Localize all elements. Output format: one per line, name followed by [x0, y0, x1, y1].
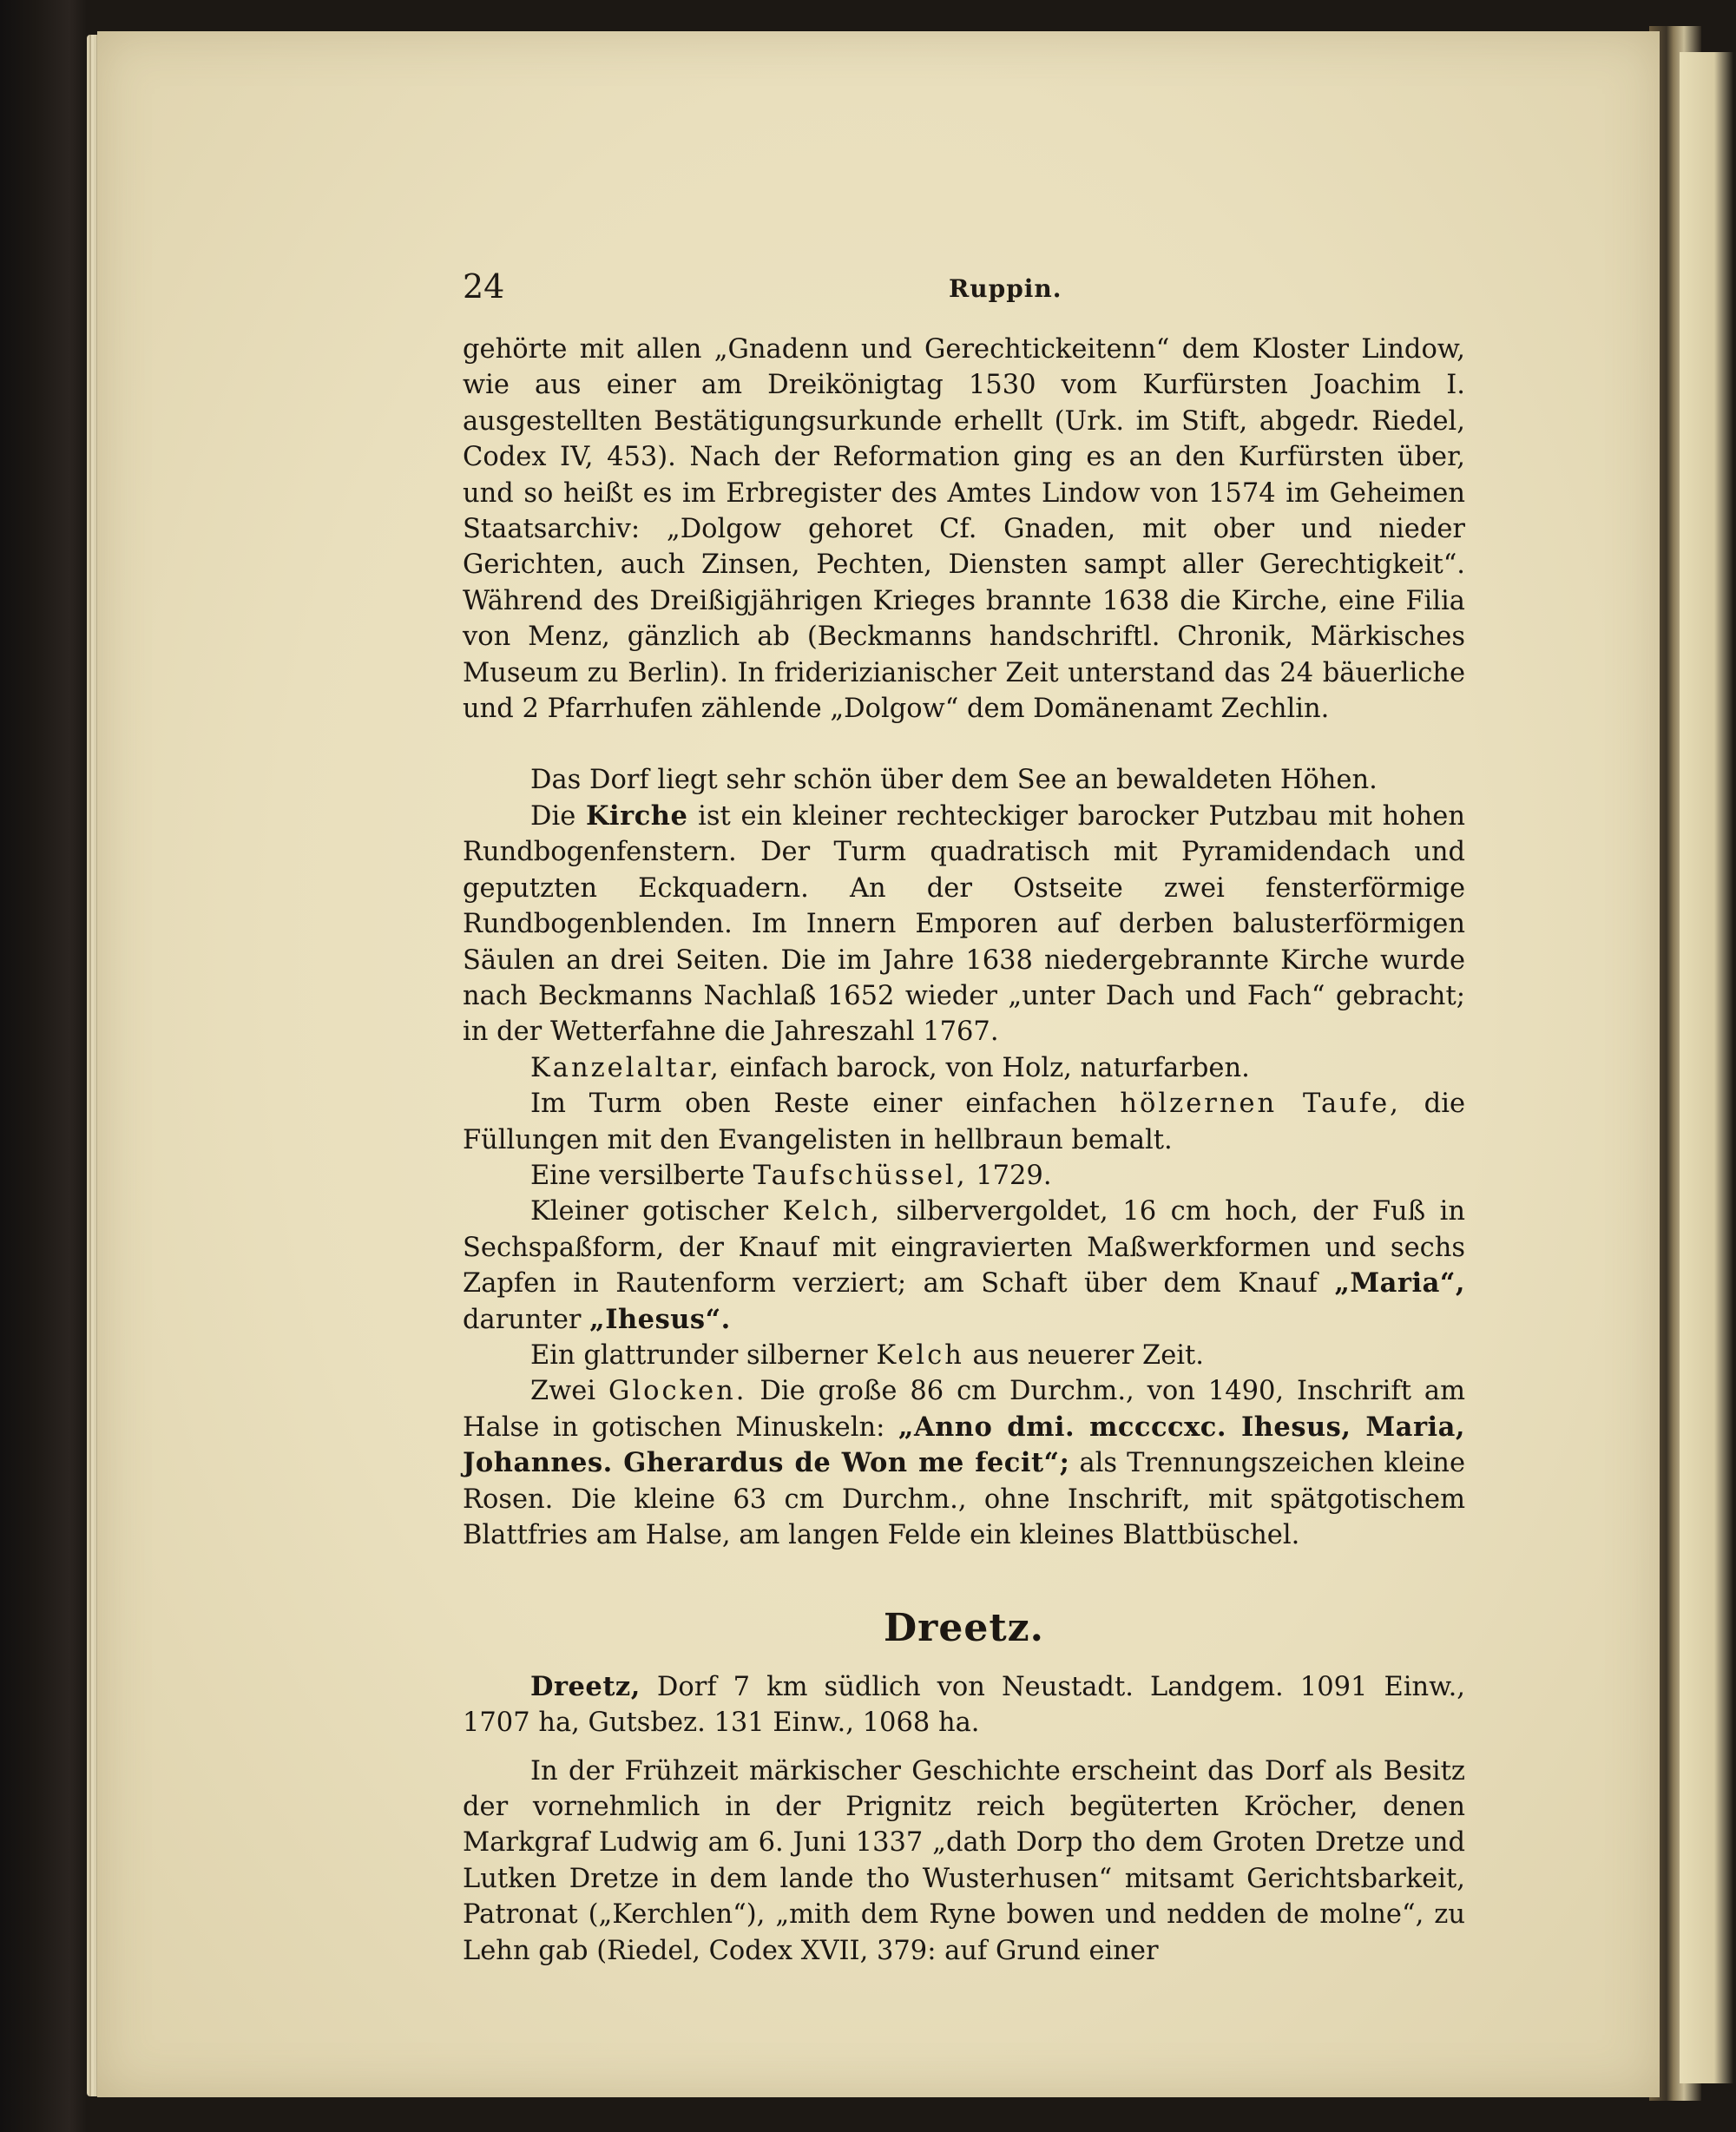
- text-run: als Trennungszeichen kleine Rosen. Die kleine 63 cm Durchm., ohne Inschrift, mit spätgotischem Blattfries am Halse, am langen Felde ein kleines Blattbüschel.: [463, 1448, 1465, 1550]
- text-run: Die: [530, 800, 576, 832]
- running-title: Ruppin.: [949, 274, 1062, 303]
- paragraph-taufschuessel: [463, 1158, 1465, 1194]
- text-run: Kleiner gotischer: [530, 1196, 769, 1227]
- text-run: darunter: [463, 1304, 582, 1335]
- text-block: [463, 332, 1465, 1969]
- section-heading-dreetz: Dreetz.: [884, 1606, 1044, 1651]
- paragraph-taufe: [463, 1086, 1465, 1158]
- paragraph-dreetz-summary: [463, 1669, 1465, 1741]
- paragraph-history: gehörte mit allen „Gnadenn und Gerechtickeitenn“ dem Kloster Lindow, wie aus einer am Dreikönigtag 1530 vom Kurfürsten Joachim I. ausgestellten Bestätigungsurkunde erhellt (Urk. im Stift, abgedr. Riedel, Codex IV, 453). Nach der Reformation ging es an den Kurfürsten über, und so heißt es im Erbregister des Amtes Lindow von 1574 im Geheimen Staatsarchiv: „Dolgow gehoret Cf. Gnaden, mit ober und nieder Gerichten, auch Zinsen, Pechten, Diensten sampt aller Gerechtigkeit“. Während des Dreißigjährigen Krieges brannte 1638 die Kirche, eine Filia von Menz, gänzlich ab (Beckmanns handschriftl. Chronik, Märkisches Museum zu Berlin). In friderizianischer Zeit unterstand das 24 bäuerliche und 2 Pfarrhufen zählende „Dolgow“ dem Domänenamt Zechlin.: [463, 334, 1465, 725]
- inscription-ihesus: „Ihesus“.: [589, 1303, 731, 1335]
- text-run: einfach barock, von Holz, naturfarben.: [729, 1052, 1250, 1083]
- keyword-taufschuessel: Taufschüssel,: [753, 1160, 968, 1191]
- text-run: Im Turm oben Reste einer einfachen: [530, 1089, 1097, 1120]
- text-run: Ein glattrunder silberner: [530, 1339, 868, 1371]
- text-run: Die große 86 cm Durchm., von 1490, Inschrift am Halse in gotischen Minuskeln:: [463, 1376, 1465, 1443]
- keyword-kelch: Kelch,: [782, 1196, 882, 1227]
- running-head: [463, 267, 1465, 319]
- text-run: Zwei: [530, 1376, 596, 1407]
- inscription-bell: „Anno dmi. mccccxc. Ihesus, Maria, Johannes. Gherardus de Won me fecit“;: [463, 1411, 1465, 1479]
- keyword-kelch-neu: Kelch: [876, 1339, 964, 1371]
- book-cover-edge: [1680, 52, 1736, 2083]
- paragraph-kelch-neu: [463, 1338, 1465, 1373]
- keyword-kirche: Kirche: [586, 800, 688, 832]
- text-run: ist ein kleiner rechteckiger barocker Putzbau mit hohen Rundbogenfenstern. Der Turm quadratisch mit Pyramidendach und geputzten Eckquadern. An der Ostseite zwei fensterförmige Rundbogenblenden. Im Innern Emporen auf derben balusterförmigen Säulen an drei Seiten. Die im Jahre 1638 niedergebrannte Kirche wurde nach Beckmanns Nachlaß 1652 wieder „unter Dach und Fach“ gebracht; in der Wetterfahne die Jahreszahl 1767.: [463, 800, 1465, 1048]
- text-run: die Füllungen mit den Evangelisten in hellbraun bemalt.: [463, 1089, 1466, 1155]
- paragraph-dreetz-history: In der Frühzeit märkischer Geschichte erscheint das Dorf als Besitz der vornehmlich in der Prignitz reich begüterten Kröcher, denen Markgraf Ludwig am 6. Juni 1337 „dath Dorp tho dem Groten Dretze und Lutken Dretze in dem lande tho Wusterhusen“ mitsamt Gerichtsbarkeit, Patronat („Kerchlen“), „mith dem Ryne bowen und nedden de molne“, zu Lehn gab (Riedel, Codex XVII, 379: auf Grund einer: [463, 1755, 1465, 1966]
- text-run: 1729.: [976, 1160, 1052, 1191]
- text-run: Dorf 7 km südlich von Neustadt. Landgem. 1091 Einw., 1707 ha, Gutsbez. 131 Einw., 1068 ha.: [463, 1671, 1466, 1739]
- paragraph-church: [463, 799, 1465, 1050]
- text-run: Eine versilberte: [530, 1160, 745, 1191]
- keyword-dreetz: Dreetz,: [530, 1670, 641, 1702]
- paragraph-kelch-gotisch: [463, 1194, 1465, 1338]
- paragraph-village: Das Dorf liegt sehr schön über dem See an bewaldeten Höhen.: [530, 765, 1378, 796]
- keyword-taufe: hölzernen Taufe,: [1120, 1089, 1401, 1120]
- inscription-maria: „Maria“,: [1334, 1267, 1465, 1300]
- page-number: 24: [463, 267, 505, 306]
- keyword-kanzelaltar: Kanzelaltar,: [530, 1052, 721, 1083]
- text-run: silbervergoldet, 16 cm hoch, der Fuß in Sechspaßform, der Knauf mit eingravierten Maßwerkformen und sechs Zapfen in Rautenform verziert; am Schaft über dem Knauf: [463, 1196, 1466, 1300]
- text-run: aus neuerer Zeit.: [972, 1339, 1204, 1371]
- keyword-glocken: Glocken.: [608, 1376, 747, 1407]
- paragraph-altar: [463, 1050, 1465, 1086]
- paragraph-glocken: [463, 1373, 1465, 1553]
